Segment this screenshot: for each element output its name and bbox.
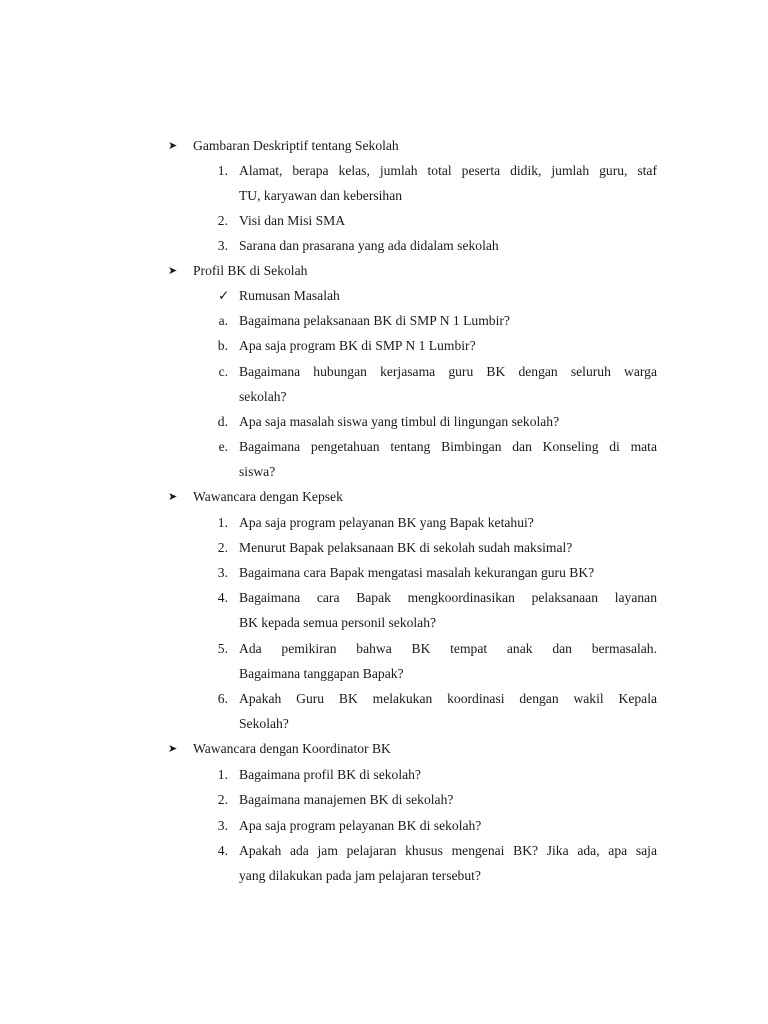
list-marker: c. [218, 364, 228, 379]
list-item-line: Bagaimana pengetahuan tentang Bimbingan dan Konseling di mata [239, 439, 657, 454]
list-item-line: Apakah Guru BK melakukan koordinasi dengan wakil Kepala [239, 691, 657, 706]
list-item-line: Apa saja masalah siswa yang timbul di lingungan sekolah? [239, 414, 560, 429]
section-heading: Profil BK di Sekolah [193, 263, 308, 278]
arrow-bullet-icon: ➤ [168, 140, 178, 152]
list-item-line: Bagaimana pelaksanaan BK di SMP N 1 Lumbir? [239, 313, 510, 328]
list-item-line: Bagaimana manajemen BK di sekolah? [239, 792, 454, 807]
list-marker: a. [218, 313, 228, 328]
list-item-line: Bagaimana hubungan kerjasama guru BK dengan seluruh warga [239, 364, 657, 379]
list-marker: 5. [217, 641, 228, 656]
list-marker: 3. [217, 565, 228, 580]
list-marker: 1. [217, 515, 228, 530]
check-item: Rumusan Masalah [239, 288, 340, 303]
arrow-bullet-icon: ➤ [168, 743, 178, 755]
section-heading: Wawancara dengan Kepsek [193, 489, 343, 504]
list-item-line: Ada pemikiran bahwa BK tempat anak dan bermasalah. [239, 641, 657, 656]
checkmark-icon: ✓ [218, 288, 230, 303]
list-marker: e. [218, 439, 228, 454]
list-marker: 2. [217, 213, 228, 228]
list-item-line: BK kepada semua personil sekolah? [239, 615, 437, 630]
list-marker: 2. [217, 792, 228, 807]
list-marker: 4. [217, 843, 228, 858]
list-item-line: Apa saja program BK di SMP N 1 Lumbir? [239, 338, 476, 353]
list-item-line: siswa? [239, 464, 276, 479]
list-item-line: sekolah? [239, 389, 287, 404]
list-marker: d. [217, 414, 228, 429]
arrow-bullet-icon: ➤ [168, 491, 178, 503]
list-item-line: Alamat, berapa kelas, jumlah total peserta didik, jumlah guru, staf [239, 163, 657, 178]
list-item-line: Apa saja program pelayanan BK di sekolah? [239, 818, 482, 833]
list-marker: 3. [217, 238, 228, 253]
list-marker: 1. [217, 767, 228, 782]
list-item-line: Bagaimana profil BK di sekolah? [239, 767, 421, 782]
list-marker: 6. [217, 691, 228, 706]
list-marker: 4. [217, 590, 228, 605]
section-heading: Gambaran Deskriptif tentang Sekolah [193, 138, 399, 153]
list-item-line: Bagaimana cara Bapak mengatasi masalah kekurangan guru BK? [239, 565, 595, 580]
list-marker: 3. [217, 818, 228, 833]
list-item-line: TU, karyawan dan kebersihan [239, 188, 403, 203]
arrow-bullet-icon: ➤ [168, 265, 178, 277]
list-item-line: yang dilakukan pada jam pelajaran tersebut? [239, 868, 481, 883]
list-marker: 1. [217, 163, 228, 178]
list-item-line: Sekolah? [239, 716, 289, 731]
list-marker: b. [217, 338, 228, 353]
list-marker: 2. [217, 540, 228, 555]
list-item-line: Apa saja program pelayanan BK yang Bapak ketahui? [239, 515, 534, 530]
list-item-line: Visi dan Misi SMA [239, 213, 346, 228]
list-item-line: Bagaimana cara Bapak mengkoordinasikan pelaksanaan layanan [239, 590, 657, 605]
list-item-line: Sarana dan prasarana yang ada didalam sekolah [239, 238, 499, 253]
list-item-line: Menurut Bapak pelaksanaan BK di sekolah sudah maksimal? [239, 540, 573, 555]
list-item-line: Apakah ada jam pelajaran khusus mengenai BK? Jika ada, apa saja [239, 843, 657, 858]
section-heading: Wawancara dengan Koordinator BK [193, 741, 391, 756]
list-item-line: Bagaimana tanggapan Bapak? [239, 666, 404, 681]
